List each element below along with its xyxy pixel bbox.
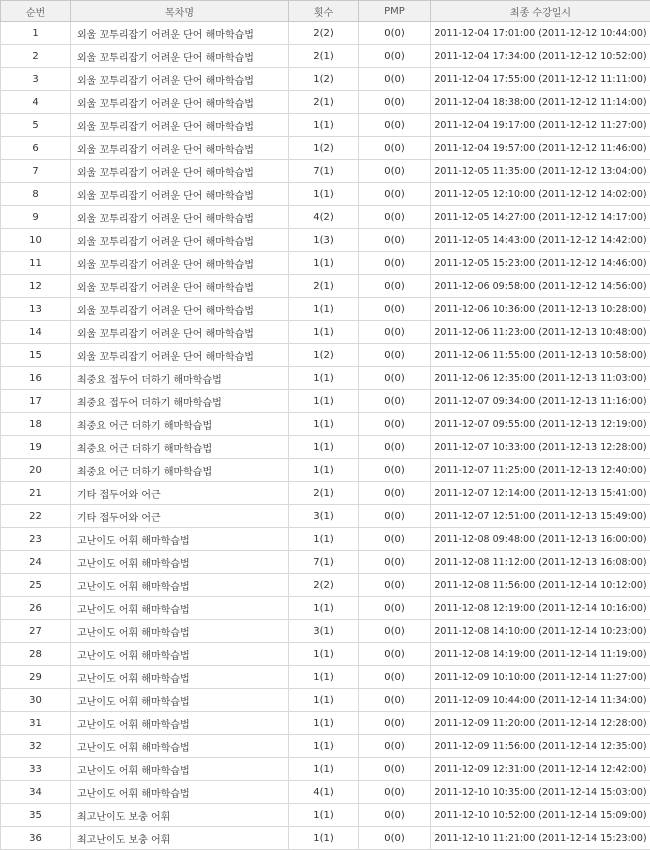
row-last-date: 2011-12-07 09:55:00 (2011-12-13 12:19:00) — [431, 413, 650, 436]
row-pmp: 0(0) — [359, 436, 431, 459]
row-last-date: 2011-12-08 14:10:00 (2011-12-14 10:23:00) — [431, 620, 650, 643]
row-last-date: 2011-12-07 12:51:00 (2011-12-13 15:49:00) — [431, 505, 650, 528]
row-title: 고난이도 어휘 해마학습법 — [71, 574, 289, 597]
row-pmp: 0(0) — [359, 68, 431, 91]
table-row — [1, 160, 650, 183]
row-count: 7(1) — [289, 551, 359, 574]
table-row — [1, 344, 650, 367]
table-row — [1, 321, 650, 344]
row-pmp: 0(0) — [359, 367, 431, 390]
row-number: 16 — [1, 367, 71, 390]
row-number: 28 — [1, 643, 71, 666]
row-count: 1(3) — [289, 229, 359, 252]
table-row — [1, 68, 650, 91]
row-count: 1(1) — [289, 666, 359, 689]
row-last-date: 2011-12-10 10:35:00 (2011-12-14 15:03:00) — [431, 781, 650, 804]
row-title: 외울 꼬투리잡기 어려운 단어 해마학습법 — [71, 275, 289, 298]
row-pmp: 0(0) — [359, 528, 431, 551]
row-title: 외울 꼬투리잡기 어려운 단어 해마학습법 — [71, 206, 289, 229]
row-pmp: 0(0) — [359, 735, 431, 758]
row-title: 고난이도 어휘 해마학습법 — [71, 643, 289, 666]
row-pmp: 0(0) — [359, 252, 431, 275]
table-row — [1, 22, 650, 45]
row-title: 최중요 접두어 더하기 해마학습법 — [71, 367, 289, 390]
table-row — [1, 45, 650, 68]
row-pmp: 0(0) — [359, 804, 431, 827]
row-pmp: 0(0) — [359, 459, 431, 482]
row-last-date: 2011-12-09 10:10:00 (2011-12-14 11:27:00) — [431, 666, 650, 689]
row-number: 6 — [1, 137, 71, 160]
row-count: 1(2) — [289, 137, 359, 160]
row-pmp: 0(0) — [359, 45, 431, 68]
row-title: 외울 꼬투리잡기 어려운 단어 해마학습법 — [71, 137, 289, 160]
row-title: 최중요 어근 더하기 해마학습법 — [71, 459, 289, 482]
table-row — [1, 712, 650, 735]
row-count: 2(1) — [289, 482, 359, 505]
row-title: 고난이도 어휘 해마학습법 — [71, 620, 289, 643]
row-last-date: 2011-12-07 09:34:00 (2011-12-13 11:16:00) — [431, 390, 650, 413]
row-title: 외울 꼬투리잡기 어려운 단어 해마학습법 — [71, 160, 289, 183]
table-row — [1, 91, 650, 114]
row-count: 1(2) — [289, 344, 359, 367]
row-count: 1(1) — [289, 689, 359, 712]
row-count: 1(1) — [289, 712, 359, 735]
row-number: 34 — [1, 781, 71, 804]
row-last-date: 2011-12-04 17:01:00 (2011-12-12 10:44:00) — [431, 22, 650, 45]
column-header-pmp: PMP — [359, 1, 431, 22]
column-header-last-date: 최종 수강일시 — [431, 1, 650, 22]
row-count: 1(1) — [289, 827, 359, 850]
row-count: 2(1) — [289, 91, 359, 114]
row-title: 기타 접두어와 어근 — [71, 482, 289, 505]
row-title: 외울 꼬투리잡기 어려운 단어 해마학습법 — [71, 91, 289, 114]
row-title: 외울 꼬투리잡기 어려운 단어 해마학습법 — [71, 252, 289, 275]
row-pmp: 0(0) — [359, 229, 431, 252]
table-row — [1, 114, 650, 137]
row-count: 7(1) — [289, 160, 359, 183]
row-count: 1(1) — [289, 321, 359, 344]
table-row — [1, 643, 650, 666]
row-number: 23 — [1, 528, 71, 551]
row-last-date: 2011-12-09 11:20:00 (2011-12-14 12:28:00) — [431, 712, 650, 735]
row-title: 최중요 접두어 더하기 해마학습법 — [71, 390, 289, 413]
row-title: 고난이도 어휘 해마학습법 — [71, 689, 289, 712]
row-pmp: 0(0) — [359, 160, 431, 183]
row-count: 1(1) — [289, 459, 359, 482]
table-row — [1, 735, 650, 758]
row-last-date: 2011-12-09 12:31:00 (2011-12-14 12:42:00) — [431, 758, 650, 781]
table-row — [1, 298, 650, 321]
table-row — [1, 183, 650, 206]
row-last-date: 2011-12-10 10:52:00 (2011-12-14 15:09:00) — [431, 804, 650, 827]
row-count: 1(1) — [289, 367, 359, 390]
row-number: 32 — [1, 735, 71, 758]
row-number: 4 — [1, 91, 71, 114]
row-number: 31 — [1, 712, 71, 735]
row-count: 1(1) — [289, 735, 359, 758]
row-number: 9 — [1, 206, 71, 229]
row-last-date: 2011-12-07 12:14:00 (2011-12-13 15:41:00) — [431, 482, 650, 505]
table-header-row — [1, 1, 650, 22]
table-row — [1, 804, 650, 827]
row-count: 1(1) — [289, 390, 359, 413]
row-pmp: 0(0) — [359, 413, 431, 436]
row-count: 1(1) — [289, 252, 359, 275]
row-title: 최중요 어근 더하기 해마학습법 — [71, 413, 289, 436]
row-number: 12 — [1, 275, 71, 298]
table-row — [1, 206, 650, 229]
row-last-date: 2011-12-08 12:19:00 (2011-12-14 10:16:00) — [431, 597, 650, 620]
row-last-date: 2011-12-05 15:23:00 (2011-12-12 14:46:00) — [431, 252, 650, 275]
row-number: 13 — [1, 298, 71, 321]
row-title: 고난이도 어휘 해마학습법 — [71, 528, 289, 551]
column-header-number: 순번 — [1, 1, 71, 22]
column-header-count: 횟수 — [289, 1, 359, 22]
row-number: 35 — [1, 804, 71, 827]
row-pmp: 0(0) — [359, 758, 431, 781]
row-count: 2(2) — [289, 574, 359, 597]
row-number: 21 — [1, 482, 71, 505]
column-header-title: 목차명 — [71, 1, 289, 22]
row-number: 14 — [1, 321, 71, 344]
table-row — [1, 137, 650, 160]
row-title: 최중요 어근 더하기 해마학습법 — [71, 436, 289, 459]
row-last-date: 2011-12-10 11:21:00 (2011-12-14 15:23:00) — [431, 827, 650, 850]
row-title: 외울 꼬투리잡기 어려운 단어 해마학습법 — [71, 321, 289, 344]
row-pmp: 0(0) — [359, 390, 431, 413]
table-row — [1, 666, 650, 689]
row-number: 29 — [1, 666, 71, 689]
row-number: 26 — [1, 597, 71, 620]
row-last-date: 2011-12-05 14:43:00 (2011-12-12 14:42:00) — [431, 229, 650, 252]
table-row — [1, 505, 650, 528]
row-count: 4(1) — [289, 781, 359, 804]
row-last-date: 2011-12-06 11:55:00 (2011-12-13 10:58:00) — [431, 344, 650, 367]
row-number: 10 — [1, 229, 71, 252]
row-number: 25 — [1, 574, 71, 597]
row-count: 3(1) — [289, 620, 359, 643]
row-pmp: 0(0) — [359, 597, 431, 620]
row-pmp: 0(0) — [359, 574, 431, 597]
row-pmp: 0(0) — [359, 643, 431, 666]
row-title: 기타 접두어와 어근 — [71, 505, 289, 528]
table-row — [1, 482, 650, 505]
row-count: 1(1) — [289, 528, 359, 551]
row-title: 고난이도 어휘 해마학습법 — [71, 781, 289, 804]
table-row — [1, 620, 650, 643]
row-last-date: 2011-12-04 17:34:00 (2011-12-12 10:52:00) — [431, 45, 650, 68]
row-last-date: 2011-12-09 10:44:00 (2011-12-14 11:34:00) — [431, 689, 650, 712]
row-count: 2(2) — [289, 22, 359, 45]
row-last-date: 2011-12-04 19:17:00 (2011-12-12 11:27:00) — [431, 114, 650, 137]
row-count: 2(1) — [289, 275, 359, 298]
row-number: 8 — [1, 183, 71, 206]
row-last-date: 2011-12-06 11:23:00 (2011-12-13 10:48:00) — [431, 321, 650, 344]
row-count: 1(1) — [289, 114, 359, 137]
row-last-date: 2011-12-08 11:12:00 (2011-12-13 16:08:00) — [431, 551, 650, 574]
row-pmp: 0(0) — [359, 206, 431, 229]
row-pmp: 0(0) — [359, 781, 431, 804]
row-title: 외울 꼬투리잡기 어려운 단어 해마학습법 — [71, 114, 289, 137]
row-count: 4(2) — [289, 206, 359, 229]
row-title: 외울 꼬투리잡기 어려운 단어 해마학습법 — [71, 344, 289, 367]
row-last-date: 2011-12-07 11:25:00 (2011-12-13 12:40:00) — [431, 459, 650, 482]
row-last-date: 2011-12-05 12:10:00 (2011-12-12 14:02:00) — [431, 183, 650, 206]
row-pmp: 0(0) — [359, 344, 431, 367]
row-number: 17 — [1, 390, 71, 413]
row-count: 1(1) — [289, 413, 359, 436]
row-last-date: 2011-12-07 10:33:00 (2011-12-13 12:28:00) — [431, 436, 650, 459]
row-pmp: 0(0) — [359, 275, 431, 298]
row-count: 1(1) — [289, 298, 359, 321]
row-number: 20 — [1, 459, 71, 482]
row-pmp: 0(0) — [359, 183, 431, 206]
row-last-date: 2011-12-08 14:19:00 (2011-12-14 11:19:00) — [431, 643, 650, 666]
row-last-date: 2011-12-05 11:35:00 (2011-12-12 13:04:00) — [431, 160, 650, 183]
row-number: 3 — [1, 68, 71, 91]
row-last-date: 2011-12-04 18:38:00 (2011-12-12 11:14:00) — [431, 91, 650, 114]
row-count: 1(1) — [289, 643, 359, 666]
row-pmp: 0(0) — [359, 22, 431, 45]
row-title: 고난이도 어휘 해마학습법 — [71, 666, 289, 689]
row-number: 7 — [1, 160, 71, 183]
row-count: 1(1) — [289, 436, 359, 459]
table-row — [1, 413, 650, 436]
table-body — [1, 22, 650, 850]
row-title: 최고난이도 보충 어휘 — [71, 804, 289, 827]
row-pmp: 0(0) — [359, 551, 431, 574]
row-last-date: 2011-12-08 09:48:00 (2011-12-13 16:00:00) — [431, 528, 650, 551]
row-count: 1(1) — [289, 597, 359, 620]
row-number: 19 — [1, 436, 71, 459]
row-count: 2(1) — [289, 45, 359, 68]
row-title: 외울 꼬투리잡기 어려운 단어 해마학습법 — [71, 22, 289, 45]
row-pmp: 0(0) — [359, 321, 431, 344]
row-last-date: 2011-12-04 17:55:00 (2011-12-12 11:11:00) — [431, 68, 650, 91]
row-title: 외울 꼬투리잡기 어려운 단어 해마학습법 — [71, 298, 289, 321]
row-number: 22 — [1, 505, 71, 528]
row-number: 1 — [1, 22, 71, 45]
table-row — [1, 367, 650, 390]
row-title: 최고난이도 보충 어휘 — [71, 827, 289, 850]
row-last-date: 2011-12-06 09:58:00 (2011-12-12 14:56:00) — [431, 275, 650, 298]
row-number: 27 — [1, 620, 71, 643]
row-count: 1(1) — [289, 183, 359, 206]
table-row — [1, 551, 650, 574]
row-number: 2 — [1, 45, 71, 68]
row-last-date: 2011-12-06 12:35:00 (2011-12-13 11:03:00) — [431, 367, 650, 390]
row-last-date: 2011-12-06 10:36:00 (2011-12-13 10:28:00) — [431, 298, 650, 321]
row-pmp: 0(0) — [359, 666, 431, 689]
row-pmp: 0(0) — [359, 114, 431, 137]
row-pmp: 0(0) — [359, 482, 431, 505]
row-number: 5 — [1, 114, 71, 137]
row-pmp: 0(0) — [359, 505, 431, 528]
table-row — [1, 758, 650, 781]
table-row — [1, 275, 650, 298]
table-row — [1, 528, 650, 551]
row-pmp: 0(0) — [359, 137, 431, 160]
row-last-date: 2011-12-09 11:56:00 (2011-12-14 12:35:00) — [431, 735, 650, 758]
row-title: 고난이도 어휘 해마학습법 — [71, 758, 289, 781]
row-number: 18 — [1, 413, 71, 436]
row-last-date: 2011-12-04 19:57:00 (2011-12-12 11:46:00) — [431, 137, 650, 160]
row-title: 외울 꼬투리잡기 어려운 단어 해마학습법 — [71, 183, 289, 206]
row-count: 1(2) — [289, 68, 359, 91]
row-title: 외울 꼬투리잡기 어려운 단어 해마학습법 — [71, 229, 289, 252]
row-pmp: 0(0) — [359, 827, 431, 850]
row-pmp: 0(0) — [359, 91, 431, 114]
table-row — [1, 459, 650, 482]
row-title: 고난이도 어휘 해마학습법 — [71, 597, 289, 620]
table-row — [1, 689, 650, 712]
row-count: 1(1) — [289, 758, 359, 781]
row-number: 11 — [1, 252, 71, 275]
row-pmp: 0(0) — [359, 298, 431, 321]
row-title: 고난이도 어휘 해마학습법 — [71, 551, 289, 574]
row-count: 1(1) — [289, 804, 359, 827]
table-row — [1, 827, 650, 850]
table-row — [1, 597, 650, 620]
row-number: 36 — [1, 827, 71, 850]
table-row — [1, 229, 650, 252]
row-number: 15 — [1, 344, 71, 367]
row-pmp: 0(0) — [359, 689, 431, 712]
row-number: 30 — [1, 689, 71, 712]
row-last-date: 2011-12-05 14:27:00 (2011-12-12 14:17:00) — [431, 206, 650, 229]
row-last-date: 2011-12-08 11:56:00 (2011-12-14 10:12:00) — [431, 574, 650, 597]
row-number: 33 — [1, 758, 71, 781]
row-pmp: 0(0) — [359, 620, 431, 643]
table-row — [1, 390, 650, 413]
row-pmp: 0(0) — [359, 712, 431, 735]
table-row — [1, 574, 650, 597]
row-title: 외울 꼬투리잡기 어려운 단어 해마학습법 — [71, 68, 289, 91]
row-number: 24 — [1, 551, 71, 574]
table-row — [1, 252, 650, 275]
row-count: 3(1) — [289, 505, 359, 528]
table-row — [1, 436, 650, 459]
row-title: 고난이도 어휘 해마학습법 — [71, 735, 289, 758]
table-row — [1, 781, 650, 804]
row-title: 고난이도 어휘 해마학습법 — [71, 712, 289, 735]
row-title: 외울 꼬투리잡기 어려운 단어 해마학습법 — [71, 45, 289, 68]
